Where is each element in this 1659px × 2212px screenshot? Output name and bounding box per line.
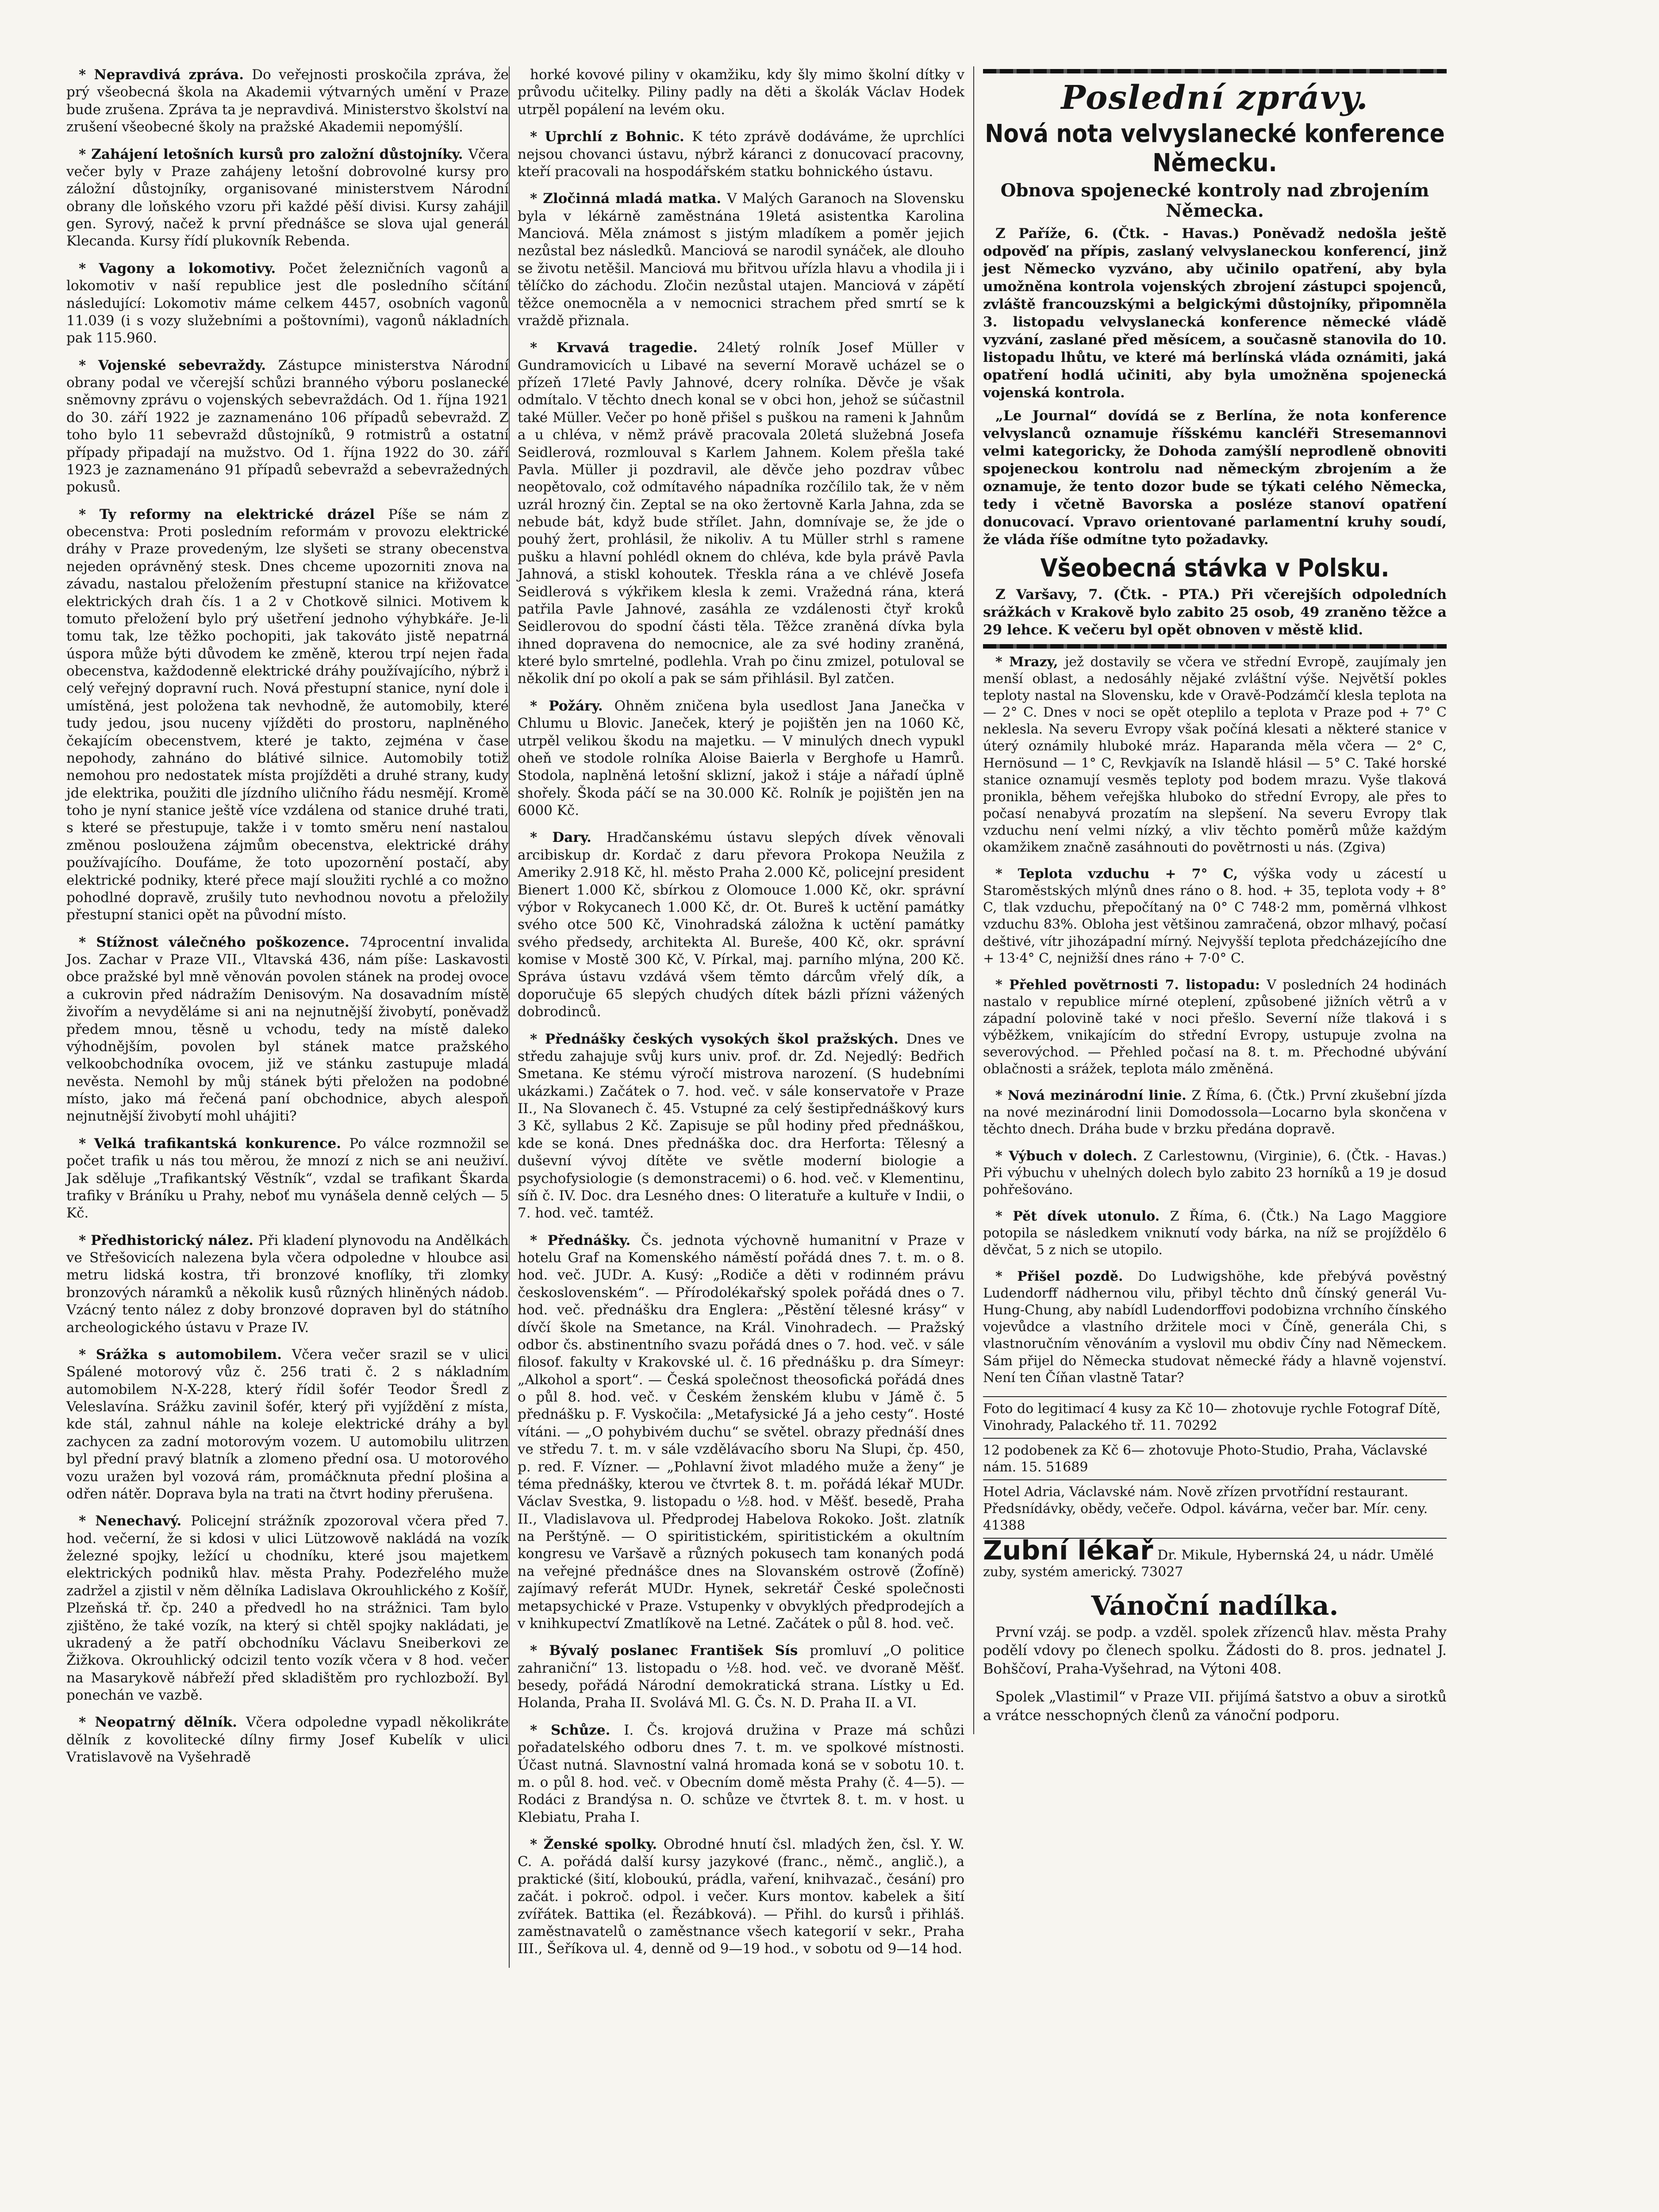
article-head: * Ženské spolky.	[530, 1836, 664, 1852]
right-article	[983, 1268, 1447, 1386]
middle-article	[518, 1642, 964, 1712]
right-items	[983, 654, 1447, 1386]
article-head: * Výbuch v dolech.	[995, 1148, 1144, 1164]
subheadline-1: Obnova spojenecké kontroly nad zbrojením Německa.	[1000, 180, 1429, 221]
article-text: V Malých Garanoch na Slovensku byla v lékárně zaměstnána 19letá asistentka Karolina Manciová. Měla známost s jistým mladíkem a poměr jejich nezůstal bez následků. Manciová se narodil synáček, ale dlouho se životu netěšil. Manciová mu břitvou uřízla hlavu a vhodila ji i tělíčko do záchodu. Zločin nezůstal utajen. Manciová v zápětí těžce onemocněla a v nemocnici strachem před smrtí se k vraždě přiznala.	[518, 191, 964, 329]
left-article	[66, 934, 509, 1125]
left-article	[66, 1232, 509, 1336]
article-text: V posledních 24 hodinách nastalo v republice mírné oteplení, způsobené jižních větrů a v západní polovině také v noci přešlo. Severní níže tlaková i s výběžkem, vnikajícím do střední Evropy, ustupuje zvolna na severovýchod. — Přehled počasí na 8. t. m. Přechodné ubývání oblačnosti a srážek, teplota málo změněná.	[983, 977, 1447, 1077]
middle-article	[518, 1232, 964, 1633]
article-head: * Nepravdivá zpráva.	[79, 67, 252, 83]
article-head: * Přednášky českých vysokých škol pražských.	[530, 1031, 906, 1047]
article-text: Hradčanskému ústavu slepých dívek věnovali arcibiskup dr. Kordač z daru převora Prokopa Neužila z Ameriky 2.918 Kč, hl. město Praha 2.000 Kč, policejní president Bienert 1.000 Kč, sbírkou z Olomouce 1.000 Kč, okr. správní výbor v Rokycanech 1.000 Kč, dr. Ot. Bureš k uctění památky svého otce 500 Kč, Vinohradská záložna k uctění památky svého předsedy, architekta Al. Bureše, 400 Kč, okr. správní komise v Mostě 300 Kč, V. Pírkal, maj. parního mlýna, 200 Kč. Správa ústavu vzdává všem těmto dárcům vřelý dík, a doporučuje 65 slepých chudých dítek bázli přízni vážených dobrodinců.	[518, 830, 964, 1020]
article-head: * Mrazy,	[995, 654, 1065, 670]
article-text: 74procentní invalida Jos. Zachar v Praze VII., Vltavská 436, nám píše: Laskavosti obce pražské byl mně věnován povolen stánek na prodej ovoce a cukrovin před nádražím Denisovým. Na dosavadním místě živořím a nevyděláme si ani na nejnutnější živobytí, poněvadž předem mnou, těsně u vchodu, tedy na místě daleko výhodnějším, povolen byl stánek matce pražského velkoobchodníka ovocem, již ve stánku zastupuje mladá nevěsta. Nemohl by můj stánek býti přeložen na podobné místo, jako má řečená paní obchodnice, abych alespoň nejnutnější živobytí mohl uhájiti?	[66, 934, 509, 1125]
article-head: * Vojenské sebevraždy.	[79, 357, 278, 373]
article-text: Z Říma, 6. (Čtk.) První zkušební jízda na nové mezinárodní linii Domodossola—Locarno byla skončena v těchto dnech. Dráha bude v brzku předána dopravě.	[983, 1088, 1447, 1137]
article-head: * Nová mezinárodní linie.	[995, 1088, 1192, 1104]
article-text: Do veřejnosti proskočila zpráva, že prý všeobecná škola na Akademii výtvarných umění v Praze bude zrušena. Zpráva ta je nepravdivá. Ministerstvo školství na zrušení všeobecné školy na pražské Akademii nepomýšlí.	[66, 67, 509, 135]
left-article	[66, 260, 509, 347]
article-text: promluví „O politice zahraniční“ 13. listopadu o ½8. hod. več. ve dvoraně Měšť. besedy, pořádá Národní demokratická strana. Lístky u Ed. Holanda, Praha II. Svolává Ml. G. Čs. N. D. Praha II. a VI.	[518, 1643, 964, 1711]
left-column	[66, 66, 509, 1776]
article-head: * Stížnost válečného poškozence.	[79, 934, 360, 950]
middle-article	[518, 1722, 964, 1826]
middle-article	[518, 66, 964, 119]
right-article	[983, 1148, 1447, 1198]
article-text: Čs. jednota výchovně humanitní v Praze v hotelu Graf na Komenského náměstí pořádá dnes 7. t. m. o 8. hod. več. JUDr. A. Kusý: „Rodiče a děti v rodinném právu československém“. — Přírodolékařský spolek pořádá dnes o 7. hod. več. přednášku dra Englera: „Pěstění tělesné krásy“ v dívčí škole na Smetance, na Král. Vinohradech. — Pražský odbor čs. abstinentního svazu pořádá dnes o 7. hod. več. v sále filosof. fakulty v Krakovské ul. č. 16 přednášku p. dra Símeyr: „Alkohol a sport“. — Česká společnost theosofická pořádá dnes o půl 8. hod. več. v Českém ženském klubu v Jámě č. 5 přednášku p. F. Vyskočila: „Metafysické Já a jeho cesty“. Hosté vítáni. — „O pohybivém duchu“ se světel. obrazy přednáší dnes ve středu 7. t. m. v sále vzdělávacího sboru Na Slupi, čp. 450, p. red. F. Vízner. — „Pohlavní život mladého muže a ženy“ je téma přednášky, kterou ve čtvrtek 8. t. m. pořádá lékař MUDr. Václav Svestka, 9. listopadu o ½8. hod. v Měšť. besedě, Praha II., Vladislavova ul. Předprodej Habelova Rokoko. Jošt. zlatník na Perštýně. — O spiritistickém, spiritistickém a okultním kongresu ve Varšavě a různých pokusech tam konaných podá na veřejné přednášce dnes na Slovanském ostrově (Žofíně) zajímavý referát MUDr. Hynek, sekretář České společnosti metapsychické v Praze. Vstupenky v obvyklých předprodejích a v knihkupectví Zmatlíkově na Letné. Začátek o půl 8. hod. več.	[518, 1232, 964, 1632]
article-text: Zástupce ministerstva Národní obrany podal ve včerejší schůzi branného výboru poslanecké sněmovny zprávu o vojenských sebevraždách. Od 1. října 1921 do 30. září 1922 je zaznamenáno 106 případů sebevražd. Z toho bylo 11 sebevražd důstojníků, 9 rotmistrů a ostatní případy připadají na mužstvo. Od 1. října 1922 do 30. září 1923 je zaznamenáno 91 případů sebevražd a sebevražedných pokusů.	[66, 357, 509, 495]
dentist-ad: Zubní lékař Dr. Mikule, Hybernská 24, u nádr. Umělé zuby, systém americký. 73027	[983, 1538, 1447, 1584]
article-head: * Schůze.	[530, 1722, 624, 1738]
article-text: Z Říma, 6. (Čtk.) Na Lago Maggiore potopila se následkem vniknutí vody bárka, na níž se projíždělo 6 děvčat, 5 z nich se utopilo.	[983, 1208, 1447, 1258]
right-article	[983, 977, 1447, 1078]
article-text: Včera večer byly v Praze zahájeny letošní dobrovolné kursy pro záložní důstojníky, organisované ministerstvem Národní obrany dle loňského vzoru při každé pěší divisi. Kursy zahájil gen. Syrový, načež k první přednášce se slova ujal generál Klecanda. Kursy řídí plukovník Rebenda.	[66, 146, 509, 250]
classified-ad: Foto do legitimací 4 kusy za Kč 10— zhotovuje rychle Fotograf Dítě, Vinohrady, Palackého tř. 11. 70292	[983, 1396, 1447, 1438]
middle-column	[509, 66, 964, 1968]
article-head: * Požáry.	[530, 698, 614, 714]
left-article	[66, 1513, 509, 1704]
article-head: * Velká trafikantská konkurence.	[79, 1135, 349, 1152]
article-head: * Vagony a lokomotivy.	[79, 260, 289, 276]
article-head: * Dary.	[530, 830, 607, 846]
article-text: Policejní strážník zpozoroval včera před 7. hod. večerní, že si kdosi v ulici Lützowově nakládá na vozík železné spojky, ležící u chodníku, které jsou majetkem elektrických podniků hlav. města Prahy. Podezřelého muže zadržel a zjistil v něm dělníka Ladislava Okrouhlického z Košíř, Plzeňská tř. čp. 240 a předvedl ho na strážnici. Tam bylo zjištěno, že také vozík, na který si chtěl spojky nakládati, je ukradený a že patří obchodníku Václavu Sneiberkovi ze Žižkova. Okrouhlický odcizil tento vozík včera v 8 hod. večer na Masarykově nábřeží před skladištěm pro rychlozboží. Byl ponechán ve vazbě.	[66, 1513, 509, 1703]
article-head: * Přišel pozdě.	[995, 1269, 1138, 1285]
article-head: * Zločinná mladá matka.	[530, 191, 727, 207]
article-text: 24letý rolník Josef Müller v Gundramovicích u Libavé na severní Moravě ucházel se o přízeň 17leté Pavly Jahnové, dcery rolníka. Děvče je však odmítalo. V těchto dnech konal se v obci hon, jehož se súčastnil také Müller. Večer po honě přišel s puškou na rameni k Jahnům a u chléva, v němž právě pracovala 20letá služebná Josefa Seidlerová, rozmlouval s Karlem Jahnem. Kolem přešla také Pavla. Müller ji pozdravil, ale děvče jeho pozdrav vůbec neopětovalo, což odmítavého nápadníka rozčílilo tak, že v něm uzrál hrozný čin. Zeptal se na oko žertovně Karla Jahna, zda se nebude bát, když bude střílet. Jahn, domnívaje se, že jde o pouhý žert, prohlásil, že nikoliv. A tu Müller strhl s ramene pušku a hlavní pohlédl oknem do chléva, kde byla právě Pavla Jahnová, a stiskl kohoutek. Třeskla rána a ve chlévě Josefa Seidlerová s výkřikem klesla k zemi. Vražedná rána, která patřila Pavle Jahnové, zasáhla ze vzdálenosti čtyř kroků Seidlerovou do spodní části těla. Těžce zraněná dívka byla ihned dopravena do nemocnice, ale za své hodiny zraněná, které bylo smrtelné, podlehla. Vrah po činu zmizel, potuloval se několik dní po okolí a pak se sám přihlásil. Byl zatčen.	[518, 340, 965, 687]
article-head: * Srážka s automobilem.	[79, 1346, 292, 1363]
article-head: * Neopatrný dělník.	[79, 1714, 246, 1731]
middle-article	[518, 190, 964, 330]
article-text: Včera večer srazil se v ulici Spálené motorový vůz č. 256 trati č. 2 s nákladním automobilem N-X-228, který řídil šofér Teodor Šredl z Veleslavína. Srážku zavinil šofér, který při vyjíždění z místa, kde stál, zahnul náhle na koleje elektrické dráhy a byl zachycen za zadní motorovým vozem. U automobilu ulitrzen byl přední pravý blatník a zlomeno přední osa. U motorového vozu uražen byl vozová rám, promáčknuta přední plošina a odřen nátěr. Doprava byla na trati na čtvrt hodiny přerušena.	[66, 1346, 509, 1502]
right-column	[973, 66, 1447, 1734]
middle-article	[518, 339, 964, 688]
article-text: Ohněm zničena byla usedlost Jana Janečka v Chlumu u Blovic. Janeček, který je pojištěn jen na 1060 Kč, utrpěl velikou škodu na majetku. — V minulých dnech vypukl oheň ve stodole rolníka Aloise Baierla v Berghofe u Hamrů. Stodola, naplněná letošní sklizní, jakož i stáje a nářadí úplně shořely. Škoda páčí se na 30.000 Kč. Rolník je pojištěn jen na 6000 Kč.	[518, 698, 964, 818]
article-text: Po válce rozmnožil se počet trafik u nás tou měrou, že mnozí z nich se ani neuživí. Jak sděluje „Trafikantský Věstník“, vzdal se trafikant Škarda trafiky v Bráníku u Prahy, neboť mu vynášela denně celých — 5 Kč.	[66, 1135, 509, 1221]
article-text: výška vody u zácestí u Staroměstských mlýnů dnes ráno o 8. hod. + 35, teplota vody + 8° C, tlak vzduchu, přepočítaný na 0° C 748·2 mm, poměrná vlhkost vzduchu 83%. Obloha jest většinou zamračená, obzor mlhavý, počasí deštivé, vítr jihozápadní mírný. Nejvyšší teplota předcházejícího dne + 13·4° C, nejnižší dnes ráno + 7·0° C.	[983, 866, 1447, 966]
left-article	[66, 66, 509, 136]
article-head: * Přehled povětrnosti 7. listopadu:	[995, 977, 1267, 993]
middle-article	[518, 829, 964, 1021]
left-article	[66, 357, 509, 496]
vanocni-text-2: Spolek „Vlastimil“ v Praze VII. přijímá šatstvo a obuv a sirotků a vrátce nesschopných členů za vánoční podporu.	[983, 1688, 1447, 1724]
lead-paris: Z Paříže, 6. (Čtk. - Havas.) Poněvadž nedošla ještě odpověď na přípis, zaslaný velvyslaneckou konferencí, jinž jest Německo vyzváno, aby učinilo opatření, aby byla umožněna kontrola vojenských zbrojení zástupci spojenců, zvláště francouzskými a belgickými důstojníky, připomněla 3. listopadu velvyslanecká konference německé vládě vyzvání, zaslané před měsícem, a současně stanovila do 10. listopadu lhůtu, ve které má berlínská vláda oznámiti, jaká opatření hodlá učiniti, aby byla umožněna spojenecká vojenská kontrola.	[983, 226, 1447, 401]
classified-ad: 12 podobenek za Kč 6— zhotovuje Photo-Studio, Praha, Václavské nám. 15. 51689	[983, 1438, 1447, 1479]
middle-article	[518, 128, 964, 180]
article-text: Dnes ve středu zahajuje svůj kurs univ. prof. dr. Zd. Nejedlý: Bedřich Smetana. Ke stému výročí mistrova narození. (S hudebními ukázkami.) Začátek o 7. hod. več. v sále konservatoře v Praze II., Na Slovanech č. 45. Vstupné za celý šestipřednáškový kurs 3 Kč, syllabus 2 Kč. Zapisuje se půl hodiny před přednáškou, kde se koná. Dnes přednáška doc. dra Herforta: Tělesný a duševní vývoj dítěte ve světle moderní biologie a psychofysiologie (s demonstracemi) o 6. hod. več. v Klementinu, síň č. IV. Doc. dra Lesného dnes: O literatuře a kultuře v Indii, o 7. hod. več. tamtéž.	[518, 1031, 964, 1221]
ads	[983, 1396, 1447, 1538]
lead-warsaw: Z Varšavy, 7. (Čtk. - PTA.) Při včerejších odpoledních srážkách v Krakově bylo zabito 25 osob, 49 zraněno těžce a 29 lehce. K večeru byl opět obnoven v městě klid.	[983, 587, 1447, 638]
top-rule	[983, 69, 1447, 73]
article-text: jež dostavily se včera ve střední Evropě, zaujímaly jen menší oblast, a nedosáhly nějaké zvláštní výše. Největší pokles teploty nastal na Slovensku, kde v Oravě-Podzámčí klesla teplota na — 2° C. Dnes v noci se opět oteplilo a teplota v Praze pod + 7° C neklesla. Na severu Evropy však počíná klesati a některé stanice v úterý oznámily hluboké mráz. Haparanda měla včera — 2° C, Hernösund — 1° C, Revkjavík na Islandě hlásil — 5° C. Také horské stanice oznamují vesměs teploty pod bodem mrazu. Vyše tlaková pronikla, během veřejška hluboko do střední Evropy, ale přes to počasí nenabyvá prozatím na slepšení. Na severu Evropy tlak vzduchu není velmi nízký, a vliv těchto poměrů může každým okamžikem značně zasáhnouti do povětrnosti u nás. (Zgiva)	[983, 654, 1447, 856]
middle-article	[518, 1836, 964, 1958]
article-text: horké kovové piliny v okamžiku, kdy šly mimo školní dítky v průvodu učitelky. Piliny padly na děti a školák Václav Hodek utrpěl popálení na levém oku.	[518, 67, 964, 118]
article-head: * Ty reformy na elektrické drázel	[79, 506, 388, 522]
headline-2: Všeobecná stávka v Polsku.	[1040, 554, 1390, 583]
article-head: * Zahájení letošních kursů pro založní důstojníky.	[79, 146, 469, 162]
article-text: K této zprávě dodáváme, že uprchlíci nejsou chovanci ústavu, nýbrž káranci z donucovací pracovny, kteří pracovali na hospodářském statku bohnického ústavu.	[518, 129, 964, 180]
article-text: Píše se nám z obecenstva: Proti posledním reformám v provozu elektrické dráhy v Praze provedeným, lze slyšeti se strany obecenstva nejeden oprávněný stesk. Dnes chceme upozorniti znova na závadu, nastalou přeložením přestupní stanice na křižovatce elektrických drah čís. 1 a 2 v Chotkově silnici. Motivem k tomuto přeložení bylo prý ušetření jednoho výhybkáře. Je-li tomu tak, lze těžko pochopiti, jak takováto jistě nepatrná úspora může býti důvodem ke změně, kterou trpí nejen řada obecenstva, každodenně elektrické dráhy používajícího, nýbrž i celý veřejný dopravní ruch. Nová přestupní stanice, nyní dole i umístěná, jest položena tak nevhodně, že automobily, které tudy jedou, jsou nuceny vjížděti do prostoru, naplněného čekajícím obecenstvem, které je takto, zejména v čase nepohody, zahnáno do blátivé silnice. Automobily totiž nemohou pro nedostatek místa projížděti a druhé strany, kudy jde elektrika, použiti dle jízdního uličního řádu nesmějí. Kromě toho je nyní stanice ještě více vzdálena od stanice druhé trati, s které se přestupuje, takže i v tomto směru není nastalou změnou posloužena zájmům obecenstva, elektrické dráhy používajícího. Doufáme, že toto upozornění postačí, aby elektrické podniky, které přece mají sloužiti rychlé a co možno pohodlné dopravě, zrušily tuto nevhodnou novotu a přeložily přestupní stanici opět na původní místo.	[66, 506, 509, 923]
left-article	[66, 146, 509, 250]
article-head: * Nenechavý.	[79, 1513, 191, 1529]
article-head: * Předhistorický nález.	[79, 1232, 258, 1248]
article-text: Počet železničních vagonů a lokomotiv v naší republice jest dle posledního sčítání následující: Lokomotiv máme celkem 4457, osobních vagonů 11.039 (i s vozy služebními a poštovními), vagonů nákladních pak 115.960.	[66, 260, 509, 346]
article-head: * Přednášky.	[530, 1232, 641, 1248]
article-text: Do Ludwigshöhe, kde přebývá pověstný Ludendorff nádhernou vilu, přibyl těchto dnů čínský generál Vu-Hung-Chung, aby nabídl Ludendorffovi podobizna vrchního čínského vojevůdce a vlastního držitele moci v Číně, generála Chi, s vlastnoručním věnováním a vyslovil mu obdiv Číny nad Německem. Sám přijel do Německa studovat německé řády a hlavně vojenství. Není ten Číňan vlastně Tatar?	[983, 1269, 1447, 1386]
article-head: * Teplota vzduchu + 7° C,	[995, 866, 1254, 882]
article-text: Z Carlestownu, (Virginie), 6. (Čtk. - Havas.) Při výbuchu v uhelných dolech bylo zabito 23 horníků a 19 je dosud pohřešováno.	[983, 1148, 1447, 1198]
left-article	[66, 1135, 509, 1222]
article-text: I. Čs. krojová družina v Praze má schůzi pořadatelského odboru dnes 7. t. m. ve spolkové místnosti. Účast nutná. Slavnostní valná hromada koná se v sobotu 10. t. m. o půl 8. hod. več. v Obecním domě města Prahy (č. 4—5). — Rodáci z Brandýsa n. O. schůze ve čtvrtek 8. t. m. v host. u Klebiatu, Praha I.	[518, 1722, 964, 1825]
left-article	[66, 1346, 509, 1503]
mid-rule	[983, 644, 1447, 649]
right-article	[983, 1208, 1447, 1259]
section-title: Poslední zprávy.	[1061, 79, 1369, 117]
middle-article	[518, 698, 964, 820]
article-head: * Pět dívek utonulo.	[995, 1208, 1170, 1224]
article-text: Včera odpoledne vypadl několikráte dělník z kovolitecké dílny firmy Josef Kubelík v ulici Vratislavově na Vyšehradě	[66, 1714, 509, 1766]
article-head: * Bývalý poslanec František Sís	[530, 1643, 810, 1659]
article-text: Při kladení plynovodu na Andělkách ve Střešovicích nalezena byla včera odpoledne v hloubce asi metru lidská kostra, tři bronzové knoflíky, tři zlomky bronzových náramků a několik kusů různých hliněných nádob. Vzácný tento nález z doby bronzové dopraven byl do státního archeologického ústavu v Praze IV.	[66, 1232, 509, 1336]
middle-article	[518, 1031, 964, 1222]
vanocni-text-1: První vzáj. se podp. a vzděl. spolek zřízenců hlav. města Prahy podělí vdovy po členech spolku. Žádosti do 8. pros. jednatel J. Bohščoví, Praha-Vyšehrad, na Výtoni 408.	[983, 1623, 1447, 1677]
lead-journal: „Le Journal“ dovídá se z Berlína, že nota konference velvyslanců oznamuje říšskému kancléři Stresemannovi velmi kategoricky, že Dohoda zamýšlí neprodleně obnoviti spojeneckou kontrolu nad německým zbrojením a že oznamuje, že tento dozor bude se týkati celého Německa, tedy i včetně Bavorska a posléze stanoví opatření donucovací. Vpravo orientované parlamentní kruhy soudí, že vláda říše odmítne tyto požadavky.	[983, 408, 1447, 548]
right-article	[983, 654, 1447, 856]
right-article	[983, 866, 1447, 967]
article-head: * Krvavá tragedie.	[530, 340, 717, 356]
headline-1: Nová nota velvyslanecké konference Německu.	[985, 119, 1445, 177]
right-article	[983, 1087, 1447, 1138]
vanocni-title: Vánoční nadílka.	[1091, 1590, 1339, 1621]
classified-ad: Hotel Adria, Václavské nám. Nově zřízen prvotřídní restaurant. Předsnídávky, obědy, večeře. Odpol. kávárna, večer bar. Mír. ceny. 41388	[983, 1479, 1447, 1538]
article-text: Obrodné hnutí čsl. mladých žen, čsl. Y. W. C. A. pořádá další kursy jazykové (franc., němč., anglič.), a praktické (šití, kloboukú, prádla, vaření, knihvazač., česání) pro začát. i pokroč. odpol. i večer. Kurs montov. kabelek a šití zvířátek. Battika (el. Řezábková). — Přihl. do kursů i přihláš. zaměstnavatelů o zaměstnance všech kategorií v sekr., Praha III., Šeříkova ul. 4, denně od 9—19 hod., v sobotu od 9—14 hod.	[518, 1836, 964, 1957]
left-article	[66, 506, 509, 924]
article-head: * Uprchlí z Bohnic.	[530, 129, 692, 145]
left-article	[66, 1714, 509, 1766]
